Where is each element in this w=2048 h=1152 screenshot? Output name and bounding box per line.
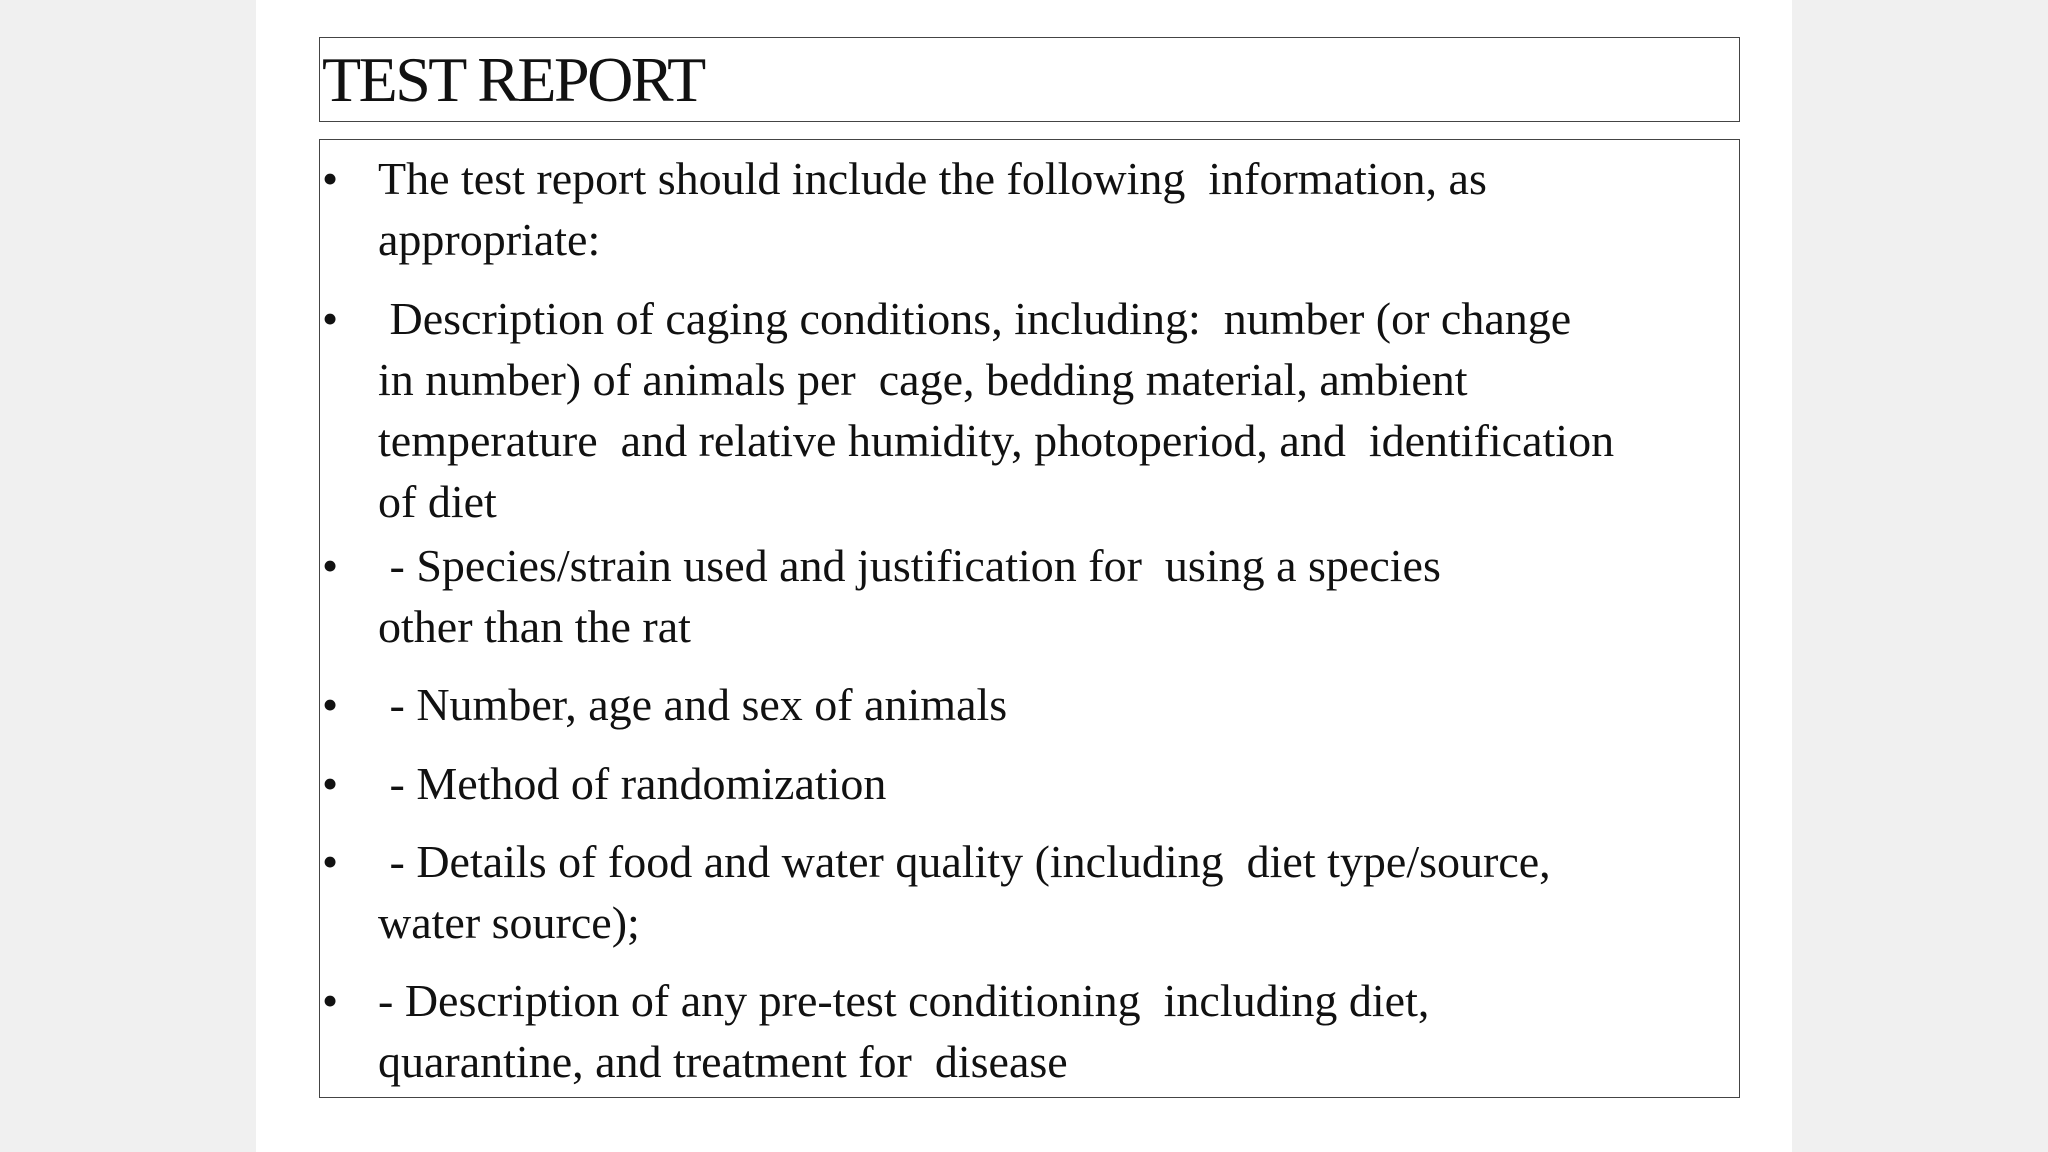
bullet-glyph: • xyxy=(322,975,339,1026)
list-item-text: The test report should include the following information, as appropriate: xyxy=(378,153,1487,265)
bullet-glyph: • xyxy=(322,540,339,591)
slide-title: TEST REPORT xyxy=(322,44,704,115)
slide xyxy=(256,0,1792,1152)
list-item-text: - Species/strain used and justification for using a species other than the rat xyxy=(378,540,1441,652)
list-item-text: Description of caging conditions, including: number (or change in number) of animals per cage, bedding material, ambient temperature and relative humidity, photoperiod, and identification of diet xyxy=(378,293,1615,527)
bullet-glyph: • xyxy=(322,679,339,730)
list-item-text: - Number, age and sex of animals xyxy=(378,679,1008,730)
list-item-text: - Details of food and water quality (including diet type/source, water source); xyxy=(378,836,1551,948)
bullet-glyph: • xyxy=(322,758,339,809)
bullet-glyph: • xyxy=(322,153,339,204)
list-item-text: - Method of randomization xyxy=(378,758,887,809)
bullet-glyph: • xyxy=(322,293,339,344)
bullet-glyph: • xyxy=(322,836,339,887)
bullet-list xyxy=(319,139,1740,1098)
title-box xyxy=(319,37,1740,122)
list-item-text: - Description of any pre-test conditioning including diet, quarantine, and treatment for disease xyxy=(378,975,1430,1087)
